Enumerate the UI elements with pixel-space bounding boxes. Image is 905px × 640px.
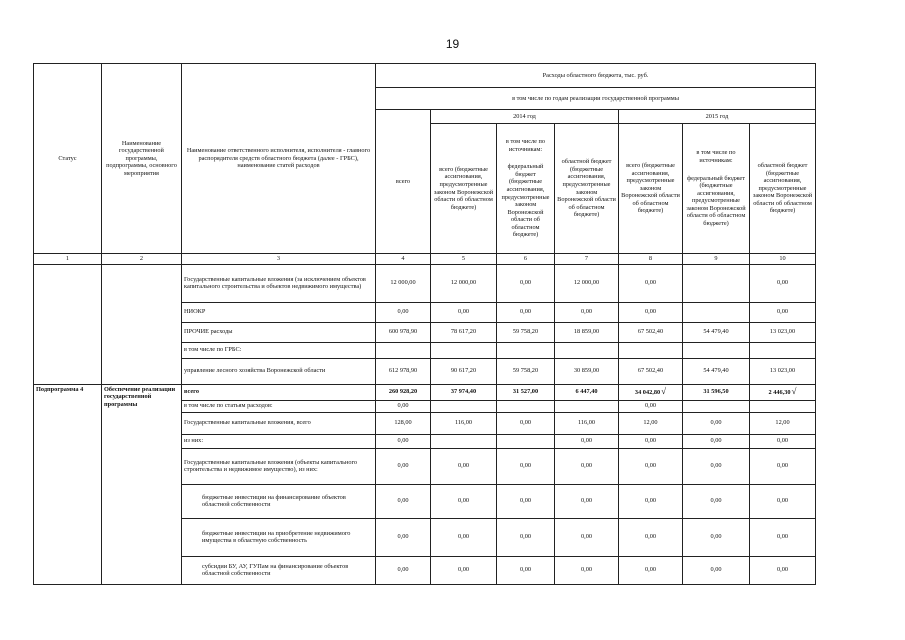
row-label: ПРОЧИЕ расходы (182, 322, 376, 342)
cell-value: 0,00 (580, 533, 593, 541)
cell-value: 0,00 (397, 462, 409, 470)
value-cell (555, 518, 619, 556)
cell-value: 0,00 (519, 308, 532, 316)
row-label: Государственные капитальные вложения, всего (182, 412, 376, 434)
cell-value: 6 447,40 (575, 388, 598, 396)
cell-value: 0,00 (519, 279, 532, 287)
header-2014-federal (497, 124, 555, 254)
value-cell (555, 342, 619, 358)
value-cell (431, 412, 497, 434)
value-cell (497, 302, 555, 322)
value-cell (555, 412, 619, 434)
cell-value: 0,00 (776, 279, 789, 287)
value-cell (750, 448, 816, 484)
cell-value: 0,00 (776, 462, 789, 470)
cell-value: 0,00 (519, 533, 532, 541)
value-cell (750, 358, 816, 384)
value-cell (431, 264, 497, 302)
value-cell (750, 400, 816, 412)
value-cell (431, 556, 497, 584)
cell-value: 0,00 (457, 497, 470, 505)
row-label: Государственные капитальные вложения (объекты капитального строительства и недвижимое имущество), из них: (182, 448, 376, 484)
value-cell (497, 412, 555, 434)
header-2015-total: всего (бюджетные ассигнования, предусмотренные законом Воронежской области об областном бюджете) (619, 124, 683, 254)
row-label: бюджетные инвестиции на приобретение недвижимого имущества в областную собственность (182, 518, 376, 556)
cell-value: 116,00 (577, 419, 596, 427)
cell-value: 0,00 (397, 497, 409, 505)
value-cell (497, 384, 555, 400)
value-cell (555, 400, 619, 412)
cell-value: 0,00 (519, 462, 532, 470)
value-cell (497, 342, 555, 358)
cell-value: 13 023,00 (769, 328, 796, 336)
header-status: Статус (34, 64, 102, 254)
value-cell (750, 518, 816, 556)
cell-value: 128,00 (394, 419, 412, 427)
value-cell (431, 302, 497, 322)
value-cell (497, 484, 555, 518)
status-cell-empty (34, 264, 102, 384)
value-cell (431, 358, 497, 384)
value-cell (376, 322, 431, 342)
cell-value: 0,00 (457, 533, 470, 541)
header-expenses: Расходы областного бюджета, тыс. руб. (376, 64, 816, 88)
value-cell (497, 400, 555, 412)
cell-value: 0,00 (710, 462, 722, 470)
row-label: в том числе по статьям расходов: (182, 400, 376, 412)
checkmark: √ (791, 385, 797, 396)
value-cell (555, 358, 619, 384)
header-by-source-2014: в том числе по источникам: (505, 137, 546, 153)
cell-value: 0,00 (457, 308, 470, 316)
header-by-year: в том числе по годам реализации государственной программы (376, 88, 816, 110)
cell-value: 0,00 (397, 566, 409, 574)
value-cell (431, 434, 497, 448)
value-cell (376, 434, 431, 448)
table-row (34, 384, 816, 400)
header-2014-regional: областной бюджет (бюджетные ассигнования, предусмотренные законом Воронежской области об областном бюджете) (555, 124, 619, 254)
cell-value: 0,00 (644, 437, 657, 445)
cell-value: 0,00 (776, 497, 789, 505)
header-federal-2014: федеральный бюджет (бюджетные ассигнования, предусмотренные законом Воронежской области об областном бюджете) (501, 163, 550, 239)
cell-value: 0,00 (519, 419, 532, 427)
value-cell (376, 264, 431, 302)
subprogram-status: Подпрограмма 4 (34, 384, 102, 584)
value-cell (619, 518, 683, 556)
column-numbers-row (34, 254, 816, 265)
value-cell (619, 484, 683, 518)
value-cell (376, 556, 431, 584)
value-cell (376, 342, 431, 358)
value-cell (683, 448, 750, 484)
header-executor: Наименование ответственного исполнителя, исполнителя - главного распорядителя средств областного бюджета (далее - ГРБС), наименование статей расходов (182, 64, 376, 254)
cell-value: 0,00 (644, 497, 657, 505)
value-cell (497, 264, 555, 302)
column-number: 10 (750, 254, 816, 265)
cell-value: 34 042,80 (634, 388, 661, 396)
value-cell (497, 358, 555, 384)
cell-value: 0,00 (580, 462, 593, 470)
cell-value: 0,00 (710, 497, 722, 505)
column-number: 5 (431, 254, 497, 265)
value-cell (750, 264, 816, 302)
header-year-2015: 2015 год (619, 110, 816, 124)
value-cell (497, 556, 555, 584)
cell-value: 0,00 (580, 437, 593, 445)
cell-value: 0,00 (776, 533, 789, 541)
cell-value: 0,00 (776, 308, 789, 316)
value-cell (619, 342, 683, 358)
cell-value: 600 978,90 (388, 328, 418, 336)
value-cell (376, 302, 431, 322)
table-row (34, 264, 816, 302)
value-cell (750, 556, 816, 584)
cell-value: 67 502,40 (637, 328, 664, 336)
value-cell (750, 342, 816, 358)
value-cell (376, 412, 431, 434)
cell-value: 2 446,30 (768, 388, 791, 396)
name-cell-empty (102, 264, 182, 384)
value-cell (431, 448, 497, 484)
value-cell (750, 412, 816, 434)
value-cell (619, 412, 683, 434)
value-cell (497, 448, 555, 484)
value-cell (683, 556, 750, 584)
value-cell (555, 484, 619, 518)
cell-value: 54 479,40 (703, 328, 729, 336)
cell-value: 31 527,00 (512, 388, 539, 396)
column-number: 1 (34, 254, 102, 265)
cell-value: 612 978,90 (388, 367, 418, 375)
row-label: в том числе по ГРБС: (182, 342, 376, 358)
value-cell (431, 384, 497, 400)
header-program-name: Наименование государственной программы, подпрограммы, основного мероприятия (102, 64, 182, 254)
header-year-2014: 2014 год (431, 110, 619, 124)
value-cell (376, 448, 431, 484)
value-cell (683, 358, 750, 384)
value-cell (683, 400, 750, 412)
value-cell (619, 264, 683, 302)
cell-value: 54 479,40 (703, 367, 729, 375)
value-cell (431, 484, 497, 518)
value-cell (750, 484, 816, 518)
value-cell (683, 434, 750, 448)
value-cell (497, 518, 555, 556)
subprogram-name: Обеспечение реализации государственной программы (102, 384, 182, 584)
cell-value: 0,00 (644, 279, 657, 287)
header-by-source-2015: в том числе по источникам: (696, 149, 736, 164)
cell-value: 31 596,50 (703, 388, 729, 396)
value-cell (750, 384, 816, 400)
cell-value: 67 502,40 (637, 367, 664, 375)
value-cell (619, 384, 683, 400)
column-number: 6 (497, 254, 555, 265)
row-label: всего (182, 384, 376, 400)
value-cell (619, 302, 683, 322)
column-number: 7 (555, 254, 619, 265)
value-cell (619, 556, 683, 584)
header-2015-federal (683, 124, 750, 254)
value-cell (619, 322, 683, 342)
cell-value: 0,00 (457, 566, 470, 574)
cell-value: 116,00 (454, 419, 473, 427)
cell-value: 0,00 (644, 566, 657, 574)
header-federal-2015: федеральный бюджет (бюджетные ассигнования, предусмотренные законом Воронежской области об областном бюджете) (686, 174, 746, 228)
value-cell (683, 412, 750, 434)
value-cell (750, 434, 816, 448)
value-cell (376, 358, 431, 384)
column-number: 3 (182, 254, 376, 265)
column-number: 9 (683, 254, 750, 265)
value-cell (555, 322, 619, 342)
page-number: 19 (445, 37, 460, 51)
cell-value: 0,00 (644, 402, 657, 410)
cell-value: 0,00 (397, 533, 409, 541)
value-cell (683, 264, 750, 302)
cell-value: 0,00 (519, 566, 532, 574)
cell-value: 78 617,20 (450, 328, 477, 336)
cell-value: 12,00 (643, 419, 658, 427)
value-cell (619, 400, 683, 412)
cell-value: 0,00 (457, 462, 470, 470)
value-cell (555, 434, 619, 448)
cell-value: 13 023,00 (769, 367, 796, 375)
value-cell (431, 342, 497, 358)
column-number: 2 (102, 254, 182, 265)
cell-value: 0,00 (397, 437, 409, 445)
header-total: всего (376, 110, 431, 254)
value-cell (683, 518, 750, 556)
budget-table (33, 63, 816, 585)
cell-value: 0,00 (397, 308, 409, 316)
value-cell (683, 302, 750, 322)
row-label: управление лесного хозяйства Воронежской области (182, 358, 376, 384)
value-cell (683, 484, 750, 518)
cell-value: 0,00 (710, 437, 722, 445)
checkmark: √ (661, 385, 667, 396)
cell-value: 0,00 (644, 533, 657, 541)
value-cell (555, 264, 619, 302)
row-label: НИОКР (182, 302, 376, 322)
cell-value: 0,00 (644, 462, 657, 470)
value-cell (619, 448, 683, 484)
value-cell (683, 384, 750, 400)
value-cell (619, 434, 683, 448)
cell-value: 12 000,00 (390, 279, 416, 287)
cell-value: 0,00 (644, 308, 657, 316)
cell-value: 59 758,20 (512, 328, 539, 336)
table-body (34, 64, 816, 585)
row-label: Государственные капитальные вложения (за исключением объектов капитального строительства и объектов недвижимого имущества) (182, 264, 376, 302)
value-cell (497, 434, 555, 448)
cell-value: 12 000,00 (450, 279, 477, 287)
value-cell (555, 302, 619, 322)
value-cell (555, 448, 619, 484)
cell-value: 0,00 (710, 419, 722, 427)
value-cell (683, 342, 750, 358)
value-cell (431, 322, 497, 342)
cell-value: 0,00 (710, 566, 722, 574)
value-cell (750, 322, 816, 342)
cell-value: 0,00 (580, 566, 593, 574)
cell-value: 18 859,00 (573, 328, 600, 336)
value-cell (431, 400, 497, 412)
cell-value: 12,00 (775, 419, 790, 427)
row-label: из них: (182, 434, 376, 448)
value-cell (376, 384, 431, 400)
value-cell (555, 556, 619, 584)
cell-value: 0,00 (580, 497, 593, 505)
cell-value: 0,00 (519, 497, 532, 505)
value-cell (497, 322, 555, 342)
cell-value: 0,00 (776, 566, 789, 574)
value-cell (555, 384, 619, 400)
value-cell (619, 358, 683, 384)
column-number: 8 (619, 254, 683, 265)
cell-value: 260 928,20 (388, 388, 418, 396)
value-cell (683, 322, 750, 342)
cell-value: 30 859,00 (573, 367, 600, 375)
value-cell (750, 302, 816, 322)
cell-value: 0,00 (397, 402, 409, 410)
value-cell (376, 518, 431, 556)
row-label: субсидии БУ, АУ, ГУПам на финансирование объектов областной собственности (182, 556, 376, 584)
cell-value: 0,00 (710, 533, 722, 541)
cell-value: 0,00 (776, 437, 789, 445)
cell-value: 12 000,00 (573, 279, 600, 287)
cell-value: 37 974,40 (450, 388, 477, 396)
row-label: бюджетные инвестиции на финансирование объектов областной собственности (182, 484, 376, 518)
cell-value: 90 617,20 (450, 367, 477, 375)
value-cell (431, 518, 497, 556)
header-2015-regional: областной бюджет (бюджетные ассигнования, предусмотренные законом Воронежской области об областном бюджете) (750, 124, 816, 254)
cell-value: 0,00 (580, 308, 593, 316)
column-number: 4 (376, 254, 431, 265)
header-2014-total: всего (бюджетные ассигнования, предусмотренные законом Воронежской области об областном бюджете) (431, 124, 497, 254)
value-cell (376, 484, 431, 518)
value-cell (376, 400, 431, 412)
cell-value: 59 758,20 (512, 367, 539, 375)
